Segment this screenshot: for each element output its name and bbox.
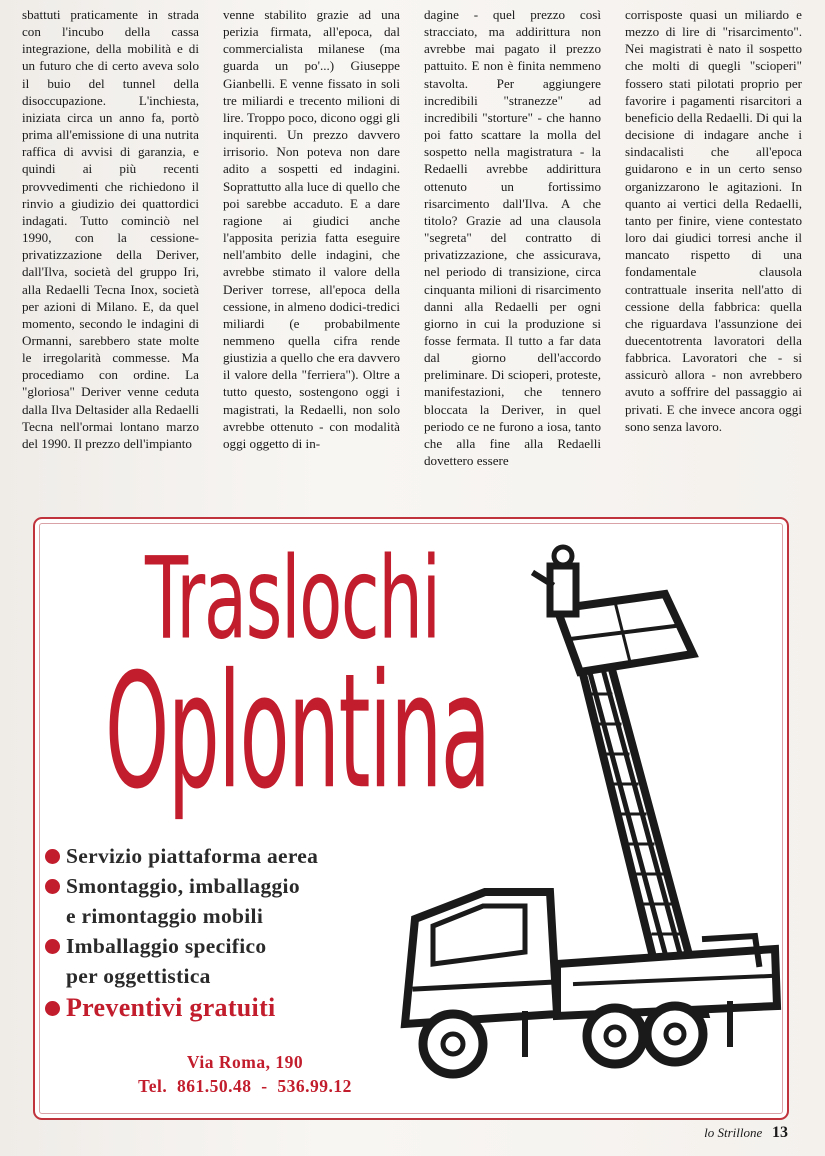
article-column-4: corrisposte quasi un miliardo e mezzo di lire di "risarcimento". Nei magistrati è nato il sospetto che molti di quegli "scioperi" fossero stati pilotati proprio per favorire i pagamenti risarcitori a beneficio della Redaelli. Di qui la decisione di indagare anche i sindacalisti che all'epoca guidarono e in un certo senso organizzarono le agitazioni. In quanto ai vertici della Redaelli, tanto per finire, viene contestato loro dai giudici torresi anche il mancato rispetto di una fondamentale clausola contrattuale inserita nell'atto di cessione della fabbrica: quella che riguardava l'assunzione dei duecentotrenta lavoratori della fabbrica. Lavoratori che - si assicurò allora - non avrebbero avuto a soffrire del passaggio ai privati. E che invece ancora oggi sono senza lavoro. [625,7,802,434]
page-number: 13 [772,1124,788,1141]
contact-block [115,1050,375,1098]
bullet-dot-icon [45,939,60,954]
phone-numbers: Tel. 861.50.48 - 536.99.12 [138,1076,352,1096]
address: Via Roma, 190 [186,1052,304,1072]
article-body [22,6,802,492]
advertisement [33,517,789,1120]
ad-title-oplontina: Oplontina [105,641,490,825]
article-column-1: sbattuti praticamente in strada con l'incubo della cassa integrazione, della mobilità e di un futuro che di certo aveva solo il buio del tunnel della disoccupazione. L'inchiesta, iniziata circa un anno fa, portò prima all'emissione di una nutrita raffica di avvisi di garanzia, e quindi ai più recenti provvedimenti che richiedono il rinvio a giudizio dei quattordici indagati. Tutto cominciò nel 1990, con la cessione-privatizzazione della Deriver, dall'Ilva, società del gruppo Iri, alla Redaelli Tecna Inox, società per azioni di Milano. E, da quel momento, secondo le indagini di Ormanni, sarebbero state molte le irregolarità commesse. Ma procediamo con ordine. La "gloriosa" Deriver venne ceduta dalla Ilva Deltasider alla Redaelli Tecna nell'ormai lontano marzo del 1990. Il prezzo dell'impianto [22,7,199,451]
service-item: Smontaggio, imballaggio e rimontaggio mobili [45,871,405,931]
bullet-dot-icon [45,849,60,864]
page-footer [704,1124,788,1142]
service-item: Servizio piattaforma aerea [45,841,405,871]
service-item-highlight: Preventivi gratuiti [45,993,405,1023]
article-column-2: venne stabilito grazie ad una perizia firmata, all'epoca, dal commercialista milanese (ma guarda un po'...) Giuseppe Gianbelli. E venne fissato in soli tre miliardi e trecento milioni di lire. Troppo poco, dicono oggi gli inquirenti. Un prezzo davvero irrisorio. Non poteva non dare adito a sospetti ed indagini. Soprattutto alla luce di quello che poi sarebbe accaduto. E a dare ragione ai giudici anche l'apposita perizia fatta eseguire nell'ambito delle indagini, che avrebbe stimato il valore della Deriver torrese, all'epoca della cessione, in almeno dodici-tredici miliardi (e probabilmente nemmeno quella cifra rende giustizia a quello che era davvero il valore della "ferriera"). Oltre a tutto questo, sostengono oggi i magistrati, la Redaelli, non solo avrebbe ottenuto - con modalità oggi oggetto di in- [223,7,400,451]
bullet-dot-icon [45,1001,60,1016]
ad-title-traslochi: Traslochi [145,533,440,666]
magazine-name: lo Strillone [704,1125,763,1140]
article-column-3: dagine - quel prezzo così stracciato, ma addirittura non avrebbe mai pagato il prezzo pattuito. E non è finita nemmeno stavolta. Per aggiungere incredibili "stranezze" ad incredibili "storture" - che hanno poi fatto scattare la molla del sospetto nella magistratura - la Redaelli avrebbe addirittura ottenuto un fortissimo risarcimento dall'Ilva. A che titolo? Grazie ad una clausola "segreta" del contratto di privatizzazione, che assicurava, nel periodo di transizione, circa cinquanta milioni di risarcimento danni alla Redaelli per ogni giorno in cui la produzione si fosse fermata. Il tutto a far data dal giorno dell'accordo preliminare. Di scioperi, proteste, manifestazioni, che tennero bloccata la Deriver, in quel periodo ce ne furono a iosa, tanto che alla fine alla Redaelli dovettero essere [424,7,601,469]
services-list [45,841,405,1023]
bullet-dot-icon [45,879,60,894]
truck-platform-illustration [375,544,785,1104]
service-item: Imballaggio specifico per oggettistica [45,931,405,991]
